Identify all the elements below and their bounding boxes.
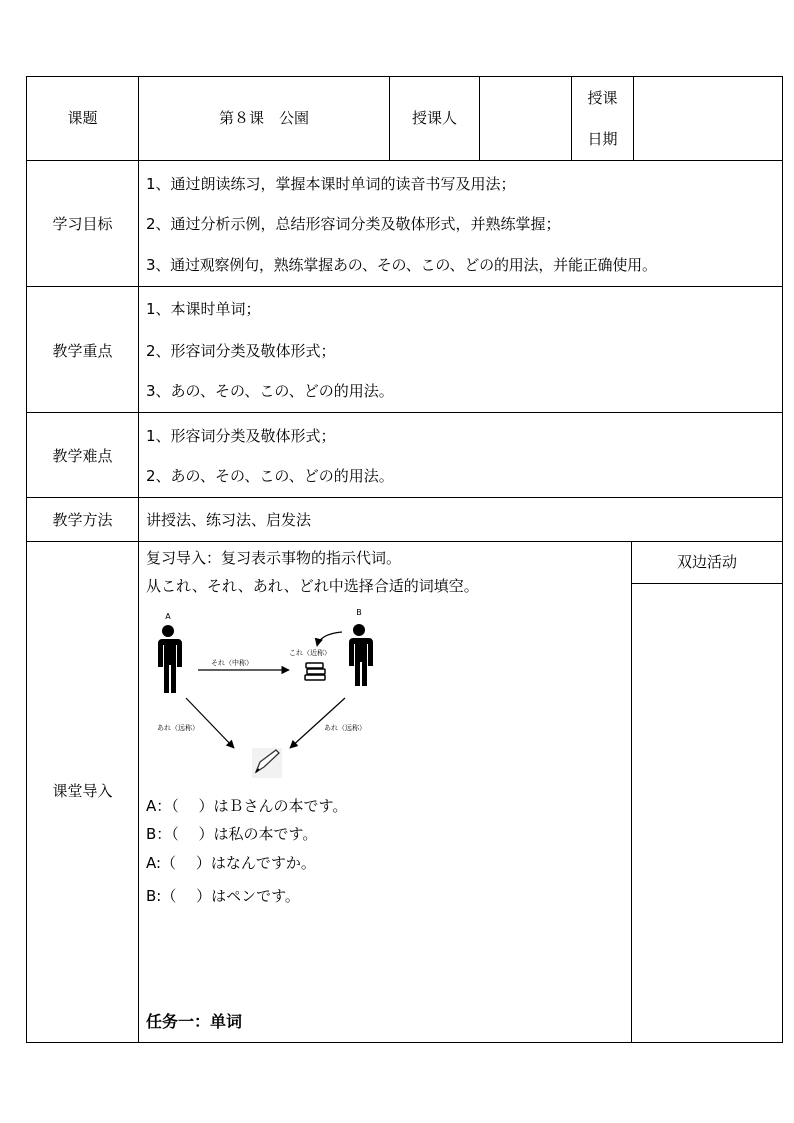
- key-point-item: 3、あの、その、この、どの的用法。: [146, 382, 394, 400]
- goal-item: 2、通过分析示例，总结形容词分类及敬体形式，并熟练掌握；: [146, 215, 561, 233]
- date-label-line1: 授课: [587, 89, 618, 107]
- dialogue-line: B:（ ）はペンです。: [146, 887, 300, 905]
- arrow-near: [317, 632, 342, 646]
- goal-item: 1、通过朗读练习，掌握本课时单词的读音书写及用法；: [146, 175, 516, 193]
- side-column-divider: [631, 541, 632, 1042]
- key-point-item: 2、形容词分类及敬体形式；: [146, 342, 336, 360]
- methods-text: 讲授法、练习法、启发法: [146, 511, 312, 529]
- date-label-line2: 日期: [587, 130, 618, 148]
- key-point-item: 1、本课时单词；: [146, 300, 261, 318]
- task-title: 任务一：单词: [146, 1012, 243, 1031]
- intro-line-instruction: 从これ、それ、あれ、どれ中选择合适的词填空。: [146, 577, 479, 595]
- methods-label: 教学方法: [52, 511, 113, 529]
- table-border-bottom: [26, 1042, 783, 1043]
- header-divider: [633, 76, 634, 160]
- dialogue-line: B：（ ）は私の本です。: [146, 825, 318, 843]
- books-icon: [305, 663, 325, 680]
- row-divider: [26, 541, 783, 542]
- row-divider: [26, 286, 783, 287]
- header-divider: [479, 76, 480, 160]
- key-points-label: 教学重点: [52, 342, 113, 360]
- table-border-top: [26, 76, 783, 77]
- label-column-divider: [138, 76, 139, 1043]
- topic-label: 课题: [67, 109, 98, 127]
- arrow-near-label: これ（近称）: [289, 649, 331, 657]
- person-a-label: A: [165, 612, 171, 621]
- demonstrative-diagram: [140, 600, 400, 790]
- arrow-far-right: [290, 698, 345, 748]
- goals-label: 学习目标: [52, 215, 113, 233]
- difficulties-label: 教学难点: [52, 447, 113, 465]
- arrow-mid-label: それ（中称）: [211, 659, 253, 667]
- pen-icon: [252, 748, 282, 778]
- intro-line-review: 复习导入：复习表示事物的指示代词。: [146, 549, 402, 567]
- teacher-label: 授课人: [411, 109, 457, 127]
- row-divider: [26, 412, 783, 413]
- dialogue-line: A：（ ）はＢさんの本です。: [146, 797, 348, 815]
- side-header-divider: [631, 583, 783, 584]
- row-divider: [26, 160, 783, 161]
- goal-item: 3、通过观察例句，熟练掌握あの、その、この、どの的用法，并能正确使用。: [146, 256, 657, 274]
- person-b-icon: [349, 624, 373, 686]
- difficulty-item: 1、形容词分类及敬体形式；: [146, 427, 336, 445]
- arrow-far-left-label: あれ（远称）: [157, 724, 199, 732]
- person-a-icon: [158, 625, 182, 693]
- arrow-far-right-label: あれ（远称）: [324, 724, 366, 732]
- person-b-label: B: [356, 608, 362, 617]
- side-activity-header: 双边活动: [676, 553, 737, 571]
- row-divider: [26, 497, 783, 498]
- difficulty-item: 2、あの、その、この、どの的用法。: [146, 467, 394, 485]
- table-border-right: [782, 76, 783, 1043]
- intro-label: 课堂导入: [52, 782, 113, 800]
- lesson-title: 第８课 公園: [218, 109, 309, 127]
- dialogue-line: A:（ ）はなんですか。: [146, 854, 316, 872]
- arrow-far-left: [186, 698, 234, 748]
